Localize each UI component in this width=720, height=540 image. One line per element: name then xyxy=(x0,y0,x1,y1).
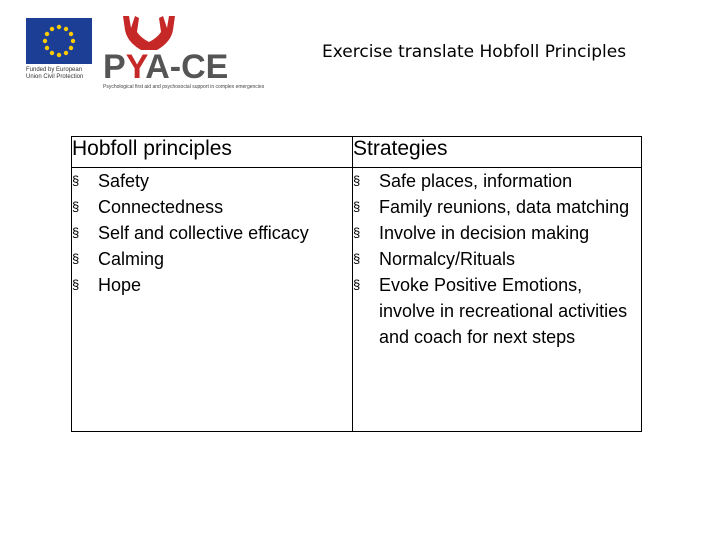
table-body-row xyxy=(72,168,642,432)
list-item: § Calming xyxy=(72,246,352,272)
hands-icon xyxy=(113,12,193,52)
list-item: § Involve in decision making xyxy=(353,220,641,246)
principles-table xyxy=(71,136,642,432)
page-title: Exercise translate Hobfoll Principles xyxy=(322,42,627,62)
place-logo xyxy=(103,12,275,96)
bullet-icon: § xyxy=(353,199,361,214)
header-principles: Hobfoll principles xyxy=(72,137,353,168)
bullet-icon: § xyxy=(72,277,80,292)
strategies-list xyxy=(353,168,641,350)
list-item: § Hope xyxy=(72,272,352,298)
list-item: § Self and collective efficacy xyxy=(72,220,352,246)
principles-cell xyxy=(72,168,353,432)
bullet-icon: § xyxy=(72,199,80,214)
bullet-icon: § xyxy=(353,251,361,266)
bullet-icon: § xyxy=(353,225,361,240)
list-item: § Safe places, information xyxy=(353,168,641,194)
eu-caption: Funded by European Union Civil Protection xyxy=(26,67,84,80)
list-item: § Connectedness xyxy=(72,194,352,220)
bullet-icon: § xyxy=(72,225,80,240)
header-strategies: Strategies xyxy=(353,137,642,168)
bullet-icon: § xyxy=(353,277,361,292)
bullet-icon: § xyxy=(72,173,80,188)
principles-list xyxy=(72,168,352,298)
bullet-icon: § xyxy=(353,173,361,188)
list-item: § Evoke Positive Emotions, involve in recreational activities and coach for next steps xyxy=(353,272,641,350)
list-item: § Safety xyxy=(72,168,352,194)
list-item: § Normalcy/Rituals xyxy=(353,246,641,272)
strategies-cell xyxy=(353,168,642,432)
eu-flag-icon xyxy=(26,18,92,64)
place-wordmark: PYA-CE xyxy=(103,48,229,86)
bullet-icon: § xyxy=(72,251,80,266)
table-header-row xyxy=(72,137,642,168)
eu-logo xyxy=(26,18,94,94)
place-tagline: Psychological first aid and psychosocial support in complex emergencies xyxy=(103,84,265,90)
list-item: § Family reunions, data matching xyxy=(353,194,641,220)
